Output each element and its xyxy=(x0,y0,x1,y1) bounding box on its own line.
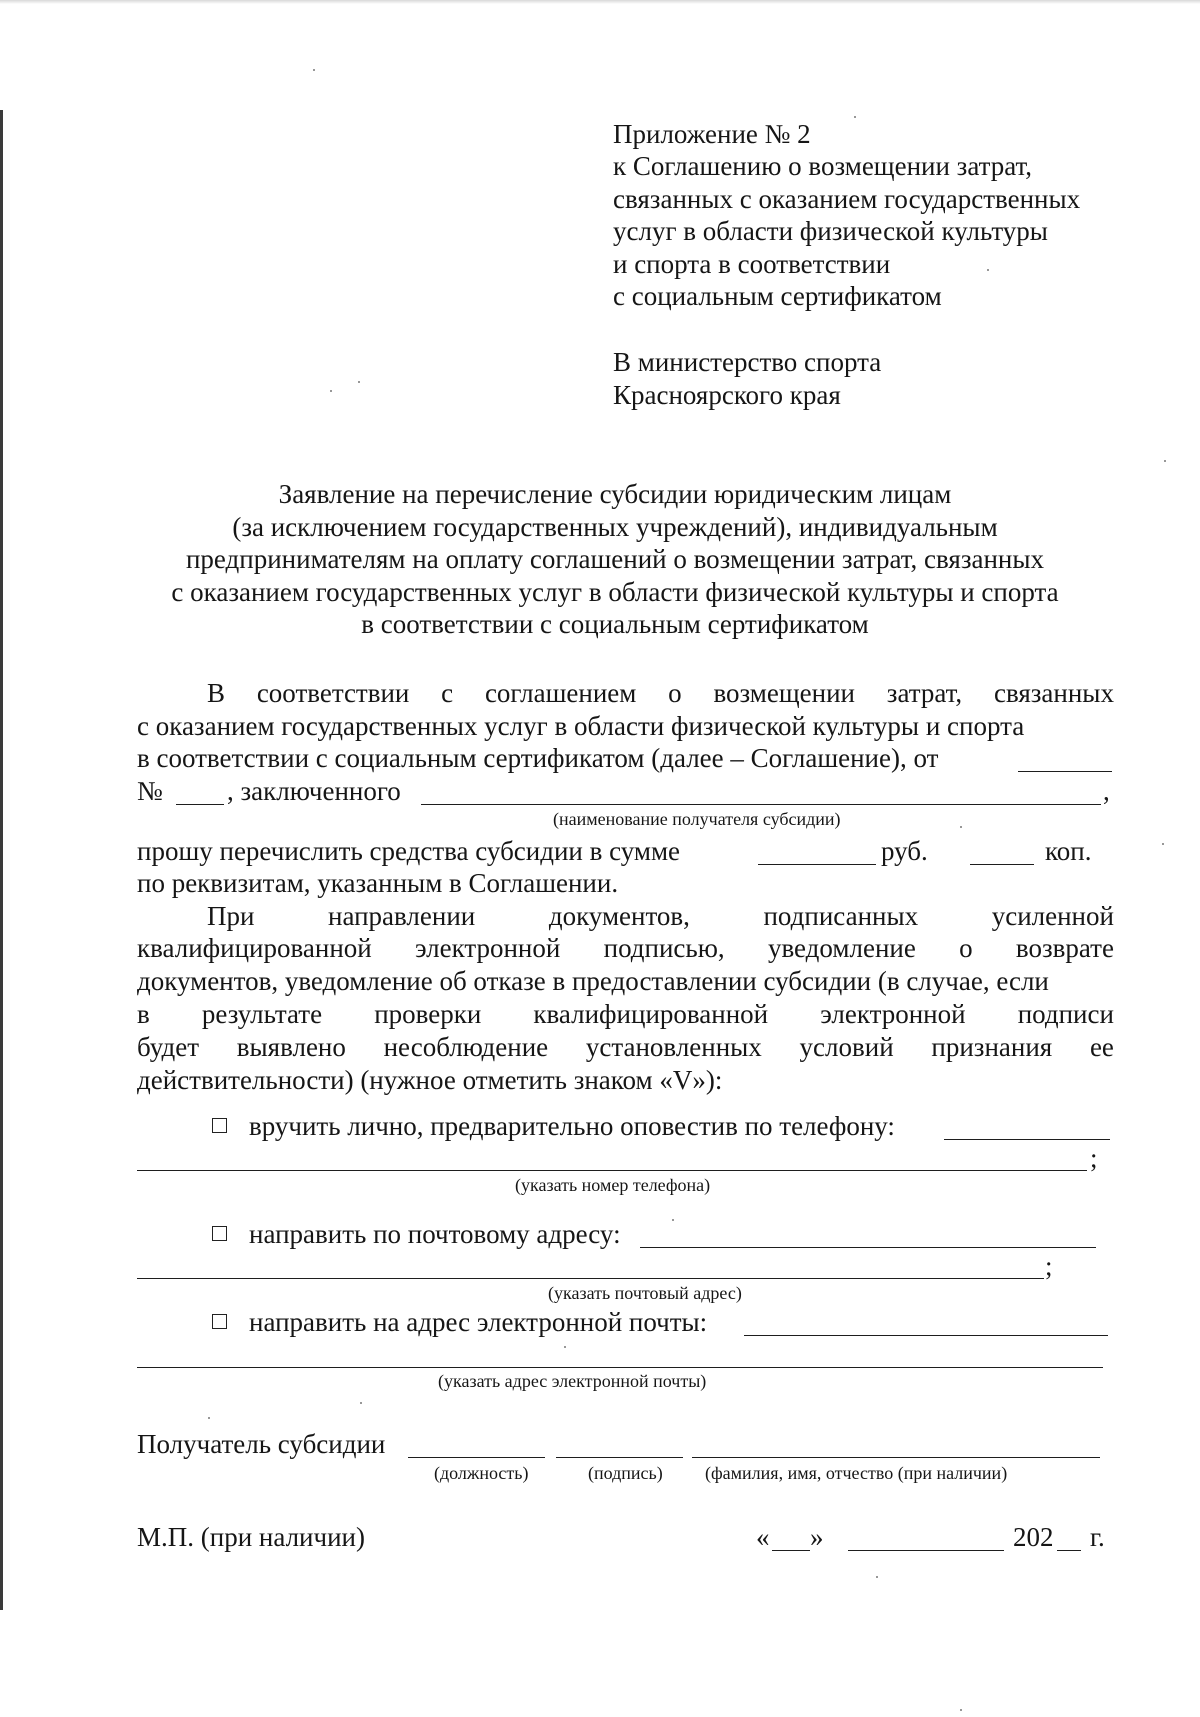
scan-top-edge xyxy=(0,0,1200,4)
word: квалифицированной xyxy=(137,933,372,963)
scan-speck xyxy=(960,1709,962,1711)
postal-label: направить по почтовому адресу: xyxy=(249,1219,621,1249)
title-line-2: (за исключением государственных учреждений), индивидуальным xyxy=(232,512,998,542)
para1-line-1 xyxy=(207,677,1114,709)
word: соглашением xyxy=(484,678,637,708)
word: электронной xyxy=(820,999,966,1029)
full-name-caption: (фамилия, имя, отчество (при наличии) xyxy=(705,1463,1008,1483)
title-line-4: с оказанием государственных услуг в области физической культуры и спорта xyxy=(171,577,1059,607)
postal-field-line-1[interactable] xyxy=(640,1247,1096,1248)
word: уведомление xyxy=(767,933,916,963)
word: выявлено xyxy=(236,1032,346,1062)
addressee-line-1: В министерство спорта xyxy=(613,347,882,377)
amount-rub-field[interactable] xyxy=(758,864,876,865)
amount-kop-field[interactable] xyxy=(970,864,1034,865)
scan-speck xyxy=(360,1402,362,1404)
word: направлении xyxy=(328,901,476,931)
email-caption: (указать адрес электронной почты) xyxy=(438,1371,707,1391)
title-line-5: в соответствии с социальным сертификатом xyxy=(361,609,869,639)
postal-checkbox[interactable] xyxy=(212,1226,227,1241)
concluded-text: , заключенного xyxy=(227,776,401,806)
scan-speck xyxy=(358,381,360,383)
para2-line-2 xyxy=(137,932,1114,964)
word: возврате xyxy=(1015,933,1114,963)
day-quote-close: » xyxy=(810,1522,824,1552)
appendix-line-5: и спорта в соответствии xyxy=(613,249,891,279)
scan-speck xyxy=(987,269,989,271)
word: связанных xyxy=(993,678,1114,708)
scan-speck xyxy=(854,116,856,118)
appendix-line-1: Приложение № 2 xyxy=(613,119,811,149)
scan-speck xyxy=(876,1576,878,1578)
day-quote-open: « xyxy=(756,1522,770,1552)
agreement-date-field[interactable] xyxy=(1018,771,1112,772)
position-field[interactable] xyxy=(408,1457,545,1458)
agreement-number-field[interactable] xyxy=(176,804,224,805)
word: несоблюдение xyxy=(383,1032,549,1062)
word: возмещении xyxy=(713,678,855,708)
details-line: по реквизитам, указанным в Соглашении. xyxy=(137,868,619,898)
signature-caption: (подпись) xyxy=(588,1463,663,1483)
scan-left-edge xyxy=(0,110,3,1610)
request-prefix: прошу перечислить средства субсидии в сумме xyxy=(137,836,681,866)
signature-field[interactable] xyxy=(556,1457,683,1458)
number-prefix: № xyxy=(137,776,163,806)
para2-line-4 xyxy=(137,998,1114,1030)
para2-line-1 xyxy=(207,900,1114,932)
word: усиленной xyxy=(991,901,1114,931)
scan-speck xyxy=(1164,460,1166,462)
word: о xyxy=(668,678,682,708)
scan-speck xyxy=(208,1417,210,1419)
year-field[interactable] xyxy=(1057,1550,1081,1551)
word: затрат, xyxy=(886,678,963,708)
scan-speck xyxy=(330,390,332,392)
phone-line-end: ; xyxy=(1090,1143,1098,1173)
phone-field-line-2[interactable] xyxy=(137,1170,1087,1171)
word: соответствии xyxy=(256,678,410,708)
para1-line-3: в соответствии с социальным сертификатом (далее – Соглашение), от xyxy=(137,743,939,773)
line-comma: , xyxy=(1103,776,1110,806)
signature-label: Получатель субсидии xyxy=(137,1429,386,1459)
word: подписанных xyxy=(763,901,919,931)
para2-line-3: документов, уведомление об отказе в предоставлении субсидии (в случае, если xyxy=(137,966,1049,996)
full-name-field[interactable] xyxy=(692,1457,1100,1458)
scan-speck xyxy=(1162,843,1164,845)
word: о xyxy=(959,933,973,963)
word: документов, xyxy=(548,901,690,931)
word: установленных xyxy=(585,1032,762,1062)
word: ее xyxy=(1089,1032,1114,1062)
recipient-caption: (наименование получателя субсидии) xyxy=(553,809,841,829)
phone-field-line-1[interactable] xyxy=(944,1139,1110,1140)
kop-label: коп. xyxy=(1045,836,1092,866)
word: с xyxy=(441,678,454,708)
title-line-1: Заявление на перечисление субсидии юридическим лицам xyxy=(278,479,952,509)
scan-speck xyxy=(313,69,315,71)
word: электронной xyxy=(415,933,561,963)
word: признания xyxy=(931,1032,1053,1062)
word: будет xyxy=(137,1032,200,1062)
personal-delivery-checkbox[interactable] xyxy=(212,1118,227,1133)
addressee-line-2: Красноярского края xyxy=(613,380,841,410)
word: подписи xyxy=(1017,999,1114,1029)
phone-caption: (указать номер телефона) xyxy=(515,1175,711,1195)
recipient-name-field[interactable] xyxy=(421,804,1101,805)
word: В xyxy=(207,678,226,708)
word: в xyxy=(137,999,150,1029)
scan-speck xyxy=(960,826,962,828)
position-caption: (должность) xyxy=(434,1463,529,1483)
postal-caption: (указать почтовый адрес) xyxy=(548,1283,742,1303)
para2-line-5 xyxy=(137,1031,1114,1063)
title-line-3: предпринимателям на оплату соглашений о возмещении затрат, связанных xyxy=(185,544,1045,574)
appendix-line-3: связанных с оказанием государственных xyxy=(613,184,1081,214)
word: подписью, xyxy=(603,933,725,963)
day-field[interactable] xyxy=(772,1550,810,1551)
postal-line-end: ; xyxy=(1045,1251,1053,1281)
year-prefix: 202 xyxy=(1013,1522,1054,1552)
email-field-line-1[interactable] xyxy=(744,1335,1108,1336)
word: результате xyxy=(201,999,323,1029)
word: проверки xyxy=(374,999,482,1029)
email-field-line-2[interactable] xyxy=(137,1367,1103,1368)
para2-line-6: действительности) (нужное отметить знаком «V»): xyxy=(137,1065,723,1095)
stamp-label: М.П. (при наличии) xyxy=(137,1522,365,1552)
scan-speck xyxy=(672,1219,674,1221)
appendix-line-4: услуг в области физической культуры xyxy=(613,216,1048,246)
email-checkbox[interactable] xyxy=(212,1314,227,1329)
appendix-line-2: к Соглашению о возмещении затрат, xyxy=(613,151,1033,181)
scan-speck xyxy=(564,1346,566,1348)
word: квалифицированной xyxy=(533,999,769,1029)
postal-field-line-2[interactable] xyxy=(137,1278,1044,1279)
word: условий xyxy=(799,1032,894,1062)
personal-delivery-label: вручить лично, предварительно оповестив по телефону: xyxy=(249,1111,895,1141)
para1-line-2: с оказанием государственных услуг в области физической культуры и спорта xyxy=(137,711,1025,741)
rub-label: руб. xyxy=(881,836,928,866)
appendix-line-6: с социальным сертификатом xyxy=(613,281,942,311)
month-field[interactable] xyxy=(848,1550,1004,1551)
word: При xyxy=(207,901,255,931)
year-suffix: г. xyxy=(1090,1522,1105,1552)
email-label: направить на адрес электронной почты: xyxy=(249,1307,708,1337)
